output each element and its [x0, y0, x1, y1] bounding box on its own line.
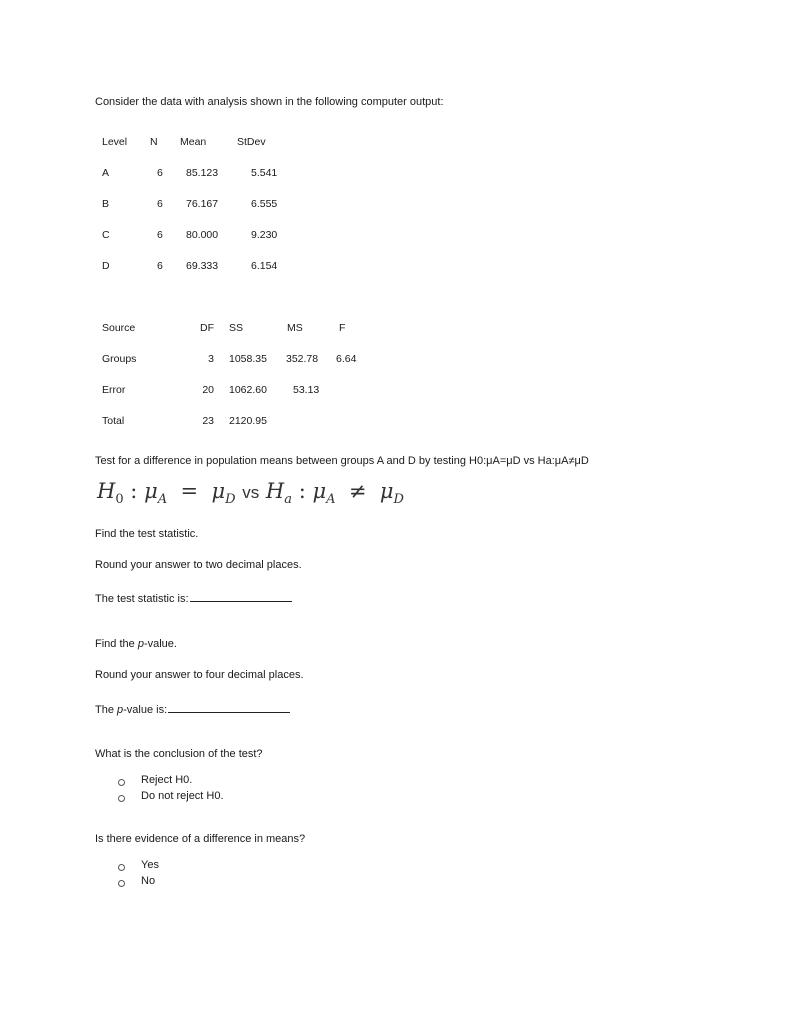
q1-prompt: Find the test statistic.: [95, 528, 199, 540]
summary-header-stdev: StDev: [237, 136, 266, 148]
intro-text: Consider the data with analysis shown in the following computer output:: [95, 96, 444, 108]
summary-mean: 80.000: [186, 229, 219, 241]
p-value-input[interactable]: [168, 701, 290, 713]
anova-source: Groups: [102, 353, 137, 365]
q1-answer-line: [95, 590, 292, 605]
anova-header-f: F: [339, 322, 346, 334]
summary-n: 6: [157, 260, 163, 272]
q4-option-label[interactable]: No: [141, 875, 156, 887]
math-mu: μ: [312, 479, 327, 503]
anova-df: 20: [202, 384, 214, 396]
q2-prompt-p: p: [137, 638, 144, 650]
q4-prompt: Is there evidence of a difference in means?: [95, 833, 306, 845]
anova-ms: 53.13: [293, 384, 320, 396]
q2-answer-line: [95, 701, 290, 716]
math-ha-sub: a: [284, 492, 292, 508]
anova-source: Error: [102, 384, 126, 396]
anova-f: 6.64: [336, 353, 357, 365]
summary-n: 6: [157, 167, 163, 179]
math-h0: H: [97, 479, 116, 503]
summary-mean: 85.123: [186, 167, 219, 179]
q1-answer-label: The test statistic is:: [95, 593, 189, 605]
summary-header-mean: Mean: [180, 136, 207, 148]
anova-header-ms: MS: [287, 322, 303, 334]
summary-stdev: 5.541: [251, 167, 278, 179]
math-sub-d: D: [393, 492, 404, 508]
hypotheses-formula: [97, 479, 404, 507]
summary-level: A: [102, 167, 110, 179]
math-h0-sub: 0: [115, 492, 124, 508]
q3-prompt: What is the conclusion of the test?: [95, 748, 263, 760]
q2-prompt-text: Find the: [95, 638, 138, 650]
summary-mean: 69.333: [186, 260, 219, 272]
anova-header-ss: SS: [229, 322, 244, 334]
summary-level: C: [102, 229, 110, 241]
summary-header-n: N: [150, 136, 158, 148]
math-sub-a: A: [157, 492, 168, 508]
math-colon: :: [298, 479, 306, 503]
radio-icon[interactable]: [118, 795, 125, 802]
math-mu: μ: [379, 479, 394, 503]
q2-answer-label: The: [95, 704, 118, 716]
math-mu: μ: [211, 479, 226, 503]
anova-source: Total: [102, 415, 125, 427]
math-sub-a: A: [326, 492, 336, 508]
summary-stdev: 9.230: [251, 229, 278, 241]
radio-icon[interactable]: [118, 779, 125, 786]
radio-icon[interactable]: [118, 880, 125, 887]
q1-round-instruction: Round your answer to two decimal places.: [95, 559, 302, 571]
anova-ss: 1058.35: [229, 353, 267, 365]
anova-ss: 1062.60: [229, 384, 267, 396]
q3-option-label[interactable]: Do not reject H0.: [141, 790, 224, 802]
q2-round-instruction: Round your answer to four decimal places.: [95, 669, 304, 681]
q2-answer-p: p: [117, 704, 124, 716]
summary-level: B: [102, 198, 110, 210]
q2-answer-label: -value is:: [123, 704, 168, 716]
math-ha: H: [265, 479, 285, 503]
summary-stdev: 6.555: [251, 198, 278, 210]
math-vs: vs: [242, 483, 260, 502]
math-sub-d: D: [225, 492, 236, 508]
anova-ss: 2120.95: [229, 415, 267, 427]
math-not-equal: ≠: [348, 479, 367, 503]
q2-prompt: [95, 638, 177, 650]
anova-df: 23: [202, 415, 214, 427]
anova-ms: 352.78: [286, 353, 319, 365]
q2-prompt-text: -value.: [143, 638, 177, 650]
math-mu: μ: [144, 479, 158, 503]
anova-header-source: Source: [102, 322, 136, 334]
math-equals: =: [180, 479, 199, 503]
summary-n: 6: [157, 229, 163, 241]
test-statistic-input[interactable]: [190, 590, 292, 602]
q3-option-label[interactable]: Reject H0.: [141, 774, 193, 786]
math-colon: :: [130, 479, 138, 503]
summary-stdev: 6.154: [251, 260, 278, 272]
radio-icon[interactable]: [118, 864, 125, 871]
summary-level: D: [102, 260, 110, 272]
summary-n: 6: [157, 198, 163, 210]
anova-header-df: DF: [200, 322, 214, 334]
q4-option-label[interactable]: Yes: [141, 859, 159, 871]
summary-header-level: Level: [102, 136, 128, 148]
test-instruction: Test for a difference in population means between groups A and D by testing H0:μA=μD vs Ha:μA≠μD: [95, 455, 589, 467]
anova-df: 3: [208, 353, 214, 365]
summary-mean: 76.167: [186, 198, 219, 210]
